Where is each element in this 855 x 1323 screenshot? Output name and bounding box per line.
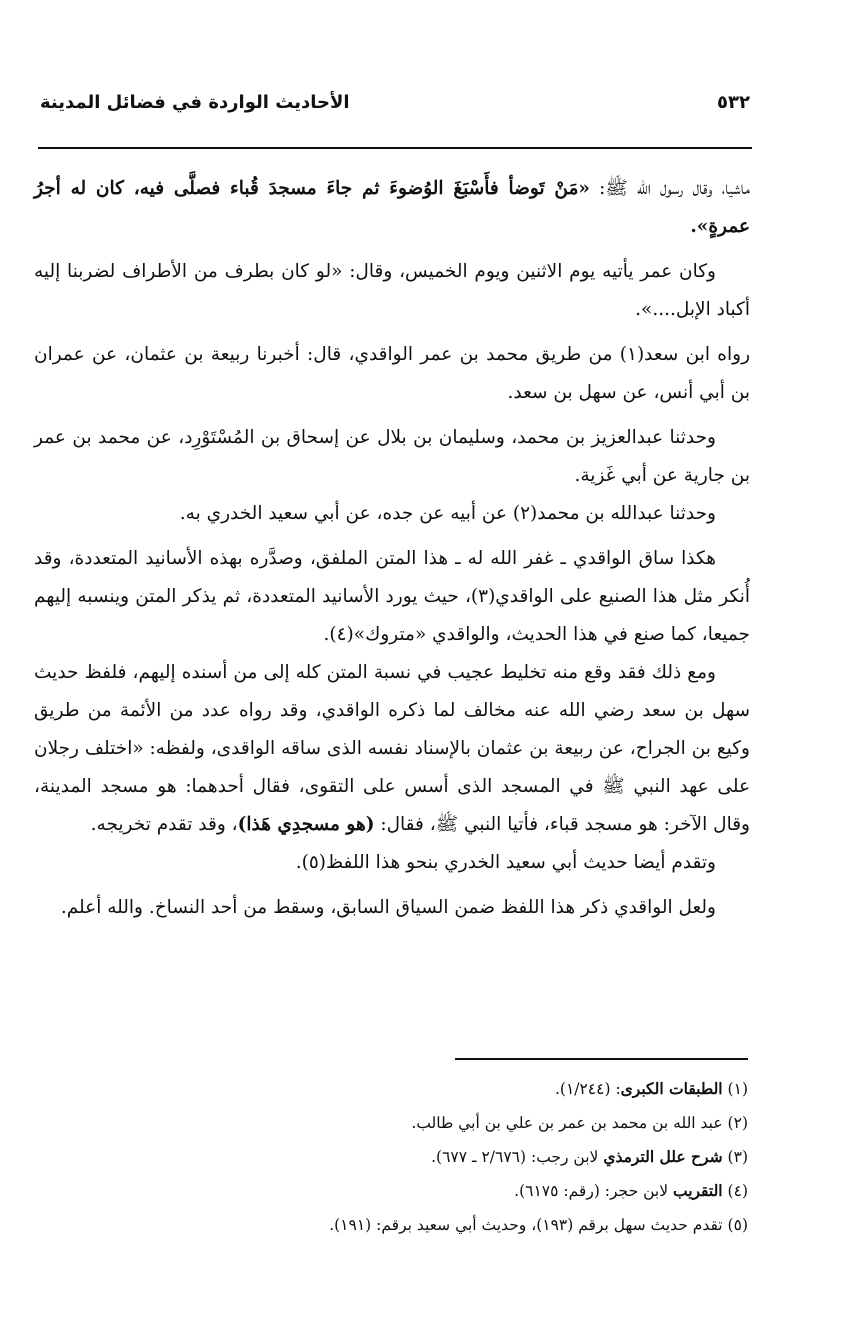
footnote-text: لابن حجر: (رقم: ٦١٧٥). xyxy=(514,1182,673,1200)
footnote-number: (٤) xyxy=(727,1182,748,1200)
footnote-number: (٣) xyxy=(727,1148,748,1166)
footnote-3 xyxy=(40,1140,748,1174)
footnote-text: تقدم حديث سهل برقم (١٩٣)، وحديث أبي سعيد برقم: (١٩١). xyxy=(329,1216,723,1234)
footnote-rule xyxy=(455,1058,748,1060)
p7-tail: ، وقد تقدم تخريجه. xyxy=(90,814,238,835)
paragraph-8: وتقدم أيضا حديث أبي سعيد الخدري بنحو هذا اللفظ(٥). xyxy=(295,852,716,873)
footnote-text: : (١/٢٤٤). xyxy=(554,1080,621,1098)
header-rule xyxy=(38,147,752,149)
running-header xyxy=(40,92,750,124)
footnote-4 xyxy=(40,1174,748,1208)
paragraph-5: وحدثنا عبدالله بن محمد(٢) عن أبيه عن جده، عن أبي سعيد الخدري به. xyxy=(179,503,716,524)
paragraph-2: وكان عمر يأتيه يوم الاثنين ويوم الخميس، وقال: «لو كان بطرف من الأطراف لضربنا إليه أكباد الإبل....». xyxy=(34,261,750,320)
p1-hadith-quote: «مَنْ تَوضأ فأَسْبَغَ الوُضوءَ ثم جاءَ مسجدَ قُباء فصلَّى فيه، كان له أجرُ عمرةٍ». xyxy=(34,178,750,237)
footnote-source: الطبقات الكبرى xyxy=(620,1079,723,1098)
paragraph-9: ولعل الواقدي ذكر هذا اللفظ ضمن السياق السابق، وسقط من أحد النساخ. والله أعلم. xyxy=(60,897,716,918)
footnote-text: عبد الله بن محمد بن عمر بن علي بن أبي طالب. xyxy=(411,1114,723,1132)
paragraph-4: وحدثنا عبدالعزيز بن محمد، وسليمان بن بلال عن إسحاق بن المُسْتَوْرِد، عن محمد بن عمر بن جارية عن أبي غَزية. xyxy=(34,427,750,486)
footnote-number: (٢) xyxy=(727,1114,748,1132)
footnote-1 xyxy=(40,1072,748,1106)
main-text xyxy=(34,170,750,934)
paragraph-6: هكذا ساق الواقدي ـ غفر الله له ـ هذا المتن الملفق، وصدَّره بهذه الأسانيد المتعددة، وقد أُنكر مثل هذا الصنيع على الواقدي(٣)، حيث يورد الأسانيد المتعددة، ثم يذكر المتن وينسبه إليهم جميعا، كما صنع في هذا الحديث، والواقدي «متروك»(٤). xyxy=(34,548,750,645)
footnote-number: (٥) xyxy=(727,1216,748,1234)
page-number: ٥٣٢ xyxy=(717,92,750,113)
footnotes xyxy=(40,1072,748,1242)
header-title: الأحاديث الواردة في فضائل المدينة xyxy=(40,92,350,113)
footnote-2 xyxy=(40,1106,748,1140)
p7-text: ومع ذلك فقد وقع منه تخليط عجيب في نسبة المتن كله إلى من أسنده إليهم، فلفظ حديث سهل بن سعد رضي الله عنه مخالف لما ذكره الواقدي، وقد رواه عدد من الأئمة من طريق وكيع بن الجراح، عن ربيعة بن عثمان بالإسناد نفسه الذى ساقه الواقدى، ولفظه: «اختلف رجلان على عهد النبي ﷺ في المسجد الذى أسس على التقوى، فقال أحدهما: هو مسجد المدينة، وقال الآخر: هو مسجد قباء، فأتيا النبي ﷺ، فقال: xyxy=(34,662,750,835)
paragraph-3: رواه ابن سعد(١) من طريق محمد بن عمر الواقدي، قال: أخبرنا ربيعة بن عثمان، عن عمران بن أبي أنس، عن سهل بن سعد. xyxy=(34,344,751,403)
footnote-source: شرح علل الترمذي xyxy=(603,1147,723,1166)
footnote-number: (١) xyxy=(727,1080,748,1098)
p1-intro: ماشيا، وقال رسول الله ﷺ: xyxy=(589,178,750,199)
p7-hadith-quote: (هو مسجدِي هَذا) xyxy=(237,814,375,835)
paragraph-1 xyxy=(34,170,750,246)
footnote-text: لابن رجب: (٢/٦٧٦ ـ ٦٧٧). xyxy=(431,1148,604,1166)
paragraph-7 xyxy=(34,654,750,844)
footnote-source: التقريب xyxy=(672,1181,723,1200)
footnote-5 xyxy=(40,1208,748,1242)
